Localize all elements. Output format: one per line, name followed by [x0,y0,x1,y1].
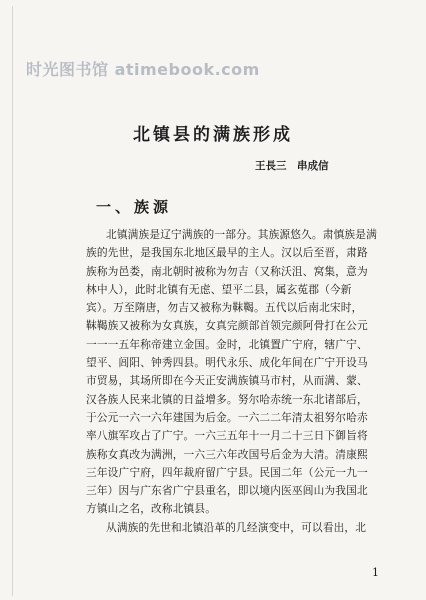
paragraph-line: 宾）。万至隋唐，勿吉又被称为靺鞨。五代以后南北宋时， [86,301,363,315]
paragraph-line: 林中人），此时北镇有无虑、望平二县，属玄菟郡（今新 [86,282,352,296]
watermark: 时光图书馆 atimebook.com [26,60,260,79]
paragraph-line: 率八旗军攻占了广宁。一六三五年十一月二十三日下御旨将 [86,429,368,443]
paragraph-line: 三年）因与广东省广宁县重名，即以境内医巫闾山为我国北 [86,484,368,498]
paragraph-line: 于公元一六一六年建国为后金。一六二二年清太祖努尔哈赤 [86,410,368,424]
authors: 王長三 串成信 [255,160,329,172]
paragraph-line: 族称女真改为满洲，一六三六年改国号后金为大清。清康熙 [86,447,368,461]
paragraph-line: 汉各族人民来北镇的日益增多。努尔哈赤统一东北诸部后， [86,392,368,406]
paragraph-line: 北镇满族是辽宁满族的一部分。其族源悠久。肃慎族是满 [106,228,377,241]
paragraph-line: 靺鞨族又被称为女真族，女真完颜部首领完颜阿骨打在公元 [86,319,368,333]
paragraph-line: 族称为邑娄，南北朝时被称为勿吉（又称沃沮、窝集，意为 [86,264,368,278]
paragraph-line: 望平、闾阳、钟秀四县。明代永乐、成化年间在广宁开设马 [86,356,368,370]
section-heading: 一、族源 [96,198,173,216]
paragraph-line: 市贸易，其场所即在今天正安满族镇马市村，从而满、蒙、 [86,374,368,388]
paragraph-line: 三年设广宁府，四年裁府留广宁县。民国二年（公元一九一 [86,465,368,479]
page-number: 1 [372,566,379,579]
paragraph-line: 族的先世，是我国东北地区最早的主人。汉以后至晋，肃路 [86,246,368,260]
paragraph-line: 从满族的先世和北镇沿革的几经演变中，可以看出，北 [106,520,367,534]
paragraph-line: 方镇山之名，改称北镇县。 [86,502,217,516]
body-text [86,226,396,537]
page-title: 北镇县的满族形成 [133,125,293,145]
paragraph-line: 一一一五年称帝建立金国。金时，北镇置广宁府，辖广宁、 [86,337,368,351]
